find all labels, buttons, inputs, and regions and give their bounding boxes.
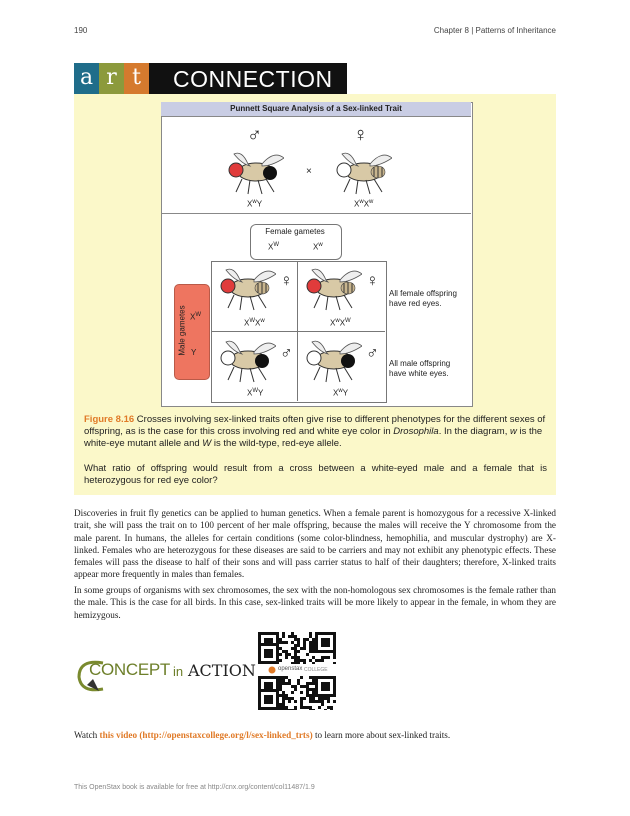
- figure-divider: [161, 213, 471, 214]
- openstax-label: openstax COLLEGE: [258, 665, 336, 675]
- red-eye: [307, 279, 321, 293]
- figure-label: Figure 8.16: [84, 414, 135, 425]
- female-symbol: ♀: [353, 124, 368, 146]
- offspring-fly-3: [214, 336, 276, 384]
- white-eye: [221, 351, 235, 365]
- grid-horizontal-line: [211, 331, 385, 332]
- qr-code-top: [258, 632, 336, 664]
- page-footer: This OpenStax book is available for free at http://cnx.org/content/col11487/1.9: [74, 784, 315, 791]
- note-female-offspring: All female offspring have red eyes.: [389, 289, 457, 308]
- qr-code-bottom: [258, 676, 336, 710]
- watch-line: Watch this video (http://openstaxcollege.org/l/sex-linked_trts) to learn more about sex-linked traits.: [74, 730, 451, 740]
- figure-title: Punnett Square Analysis of a Sex-linked Trait: [161, 102, 471, 117]
- art-connection-banner: [74, 63, 347, 94]
- offspring-fly-1: [214, 264, 276, 312]
- male-symbol: ♂: [247, 124, 262, 146]
- female-gamete-1: $X^W$: [268, 242, 280, 252]
- concept-word: CONCEPT: [89, 660, 171, 679]
- body-paragraph-2: In some groups of organisms with sex chromosomes, the sex with the non-homologous sex chromosomes is the female rather than the male. This is the case for all birds. In this case, sex-linked traits will be more likely to appear in the female, in whom they are hemizygous.: [74, 585, 556, 620]
- red-eye: [229, 163, 243, 177]
- qr-code[interactable]: [258, 632, 336, 710]
- banner-word: CONNECTION: [173, 66, 333, 92]
- video-link[interactable]: this video (http://openstaxcollege.org/l/sex-linked_trts): [99, 730, 313, 740]
- parent-female-genotype: $X^wX^w$: [354, 199, 374, 209]
- concept-in-word: in: [173, 664, 184, 679]
- offspring-3-male-symbol: ♂: [280, 343, 293, 362]
- concept-action-word: ACTION: [188, 661, 256, 680]
- male-gamete-1: $X^W$: [190, 312, 202, 322]
- male-gamete-2: Y: [191, 348, 197, 357]
- openstax-icon: [268, 666, 276, 674]
- offspring-1-female-symbol: ♀: [280, 271, 293, 290]
- red-eye: [221, 279, 235, 293]
- note-male-offspring: All male offspring have white eyes.: [389, 359, 451, 378]
- offspring-1-genotype: $X^WX^w$: [244, 318, 265, 328]
- parent-male-genotype: $X^wY$: [247, 199, 263, 209]
- cross-symbol: ×: [306, 166, 312, 177]
- female-gametes-title: Female gametes: [265, 227, 325, 236]
- art-connection-question: What ratio of offspring would result from a cross between a white-eyed male and a female that is heterozygous for red eye color?: [84, 463, 547, 486]
- concept-in-action-logo: [73, 655, 256, 695]
- offspring-fly-4: [300, 336, 362, 384]
- offspring-fly-2: [300, 264, 362, 312]
- offspring-2-female-symbol: ♀: [366, 271, 379, 290]
- male-gametes-title: Male gametes: [177, 305, 187, 356]
- banner-letter-t: t: [124, 63, 149, 94]
- offspring-4-male-symbol: ♂: [366, 343, 379, 362]
- offspring-3-genotype: $X^WY$: [247, 388, 264, 398]
- fly-icon: [337, 153, 392, 194]
- fly-icon: [229, 153, 284, 194]
- parent-female-fly: [330, 148, 392, 196]
- page-number: 190: [74, 26, 88, 35]
- fly-icon: [221, 341, 276, 382]
- parent-male-fly: [222, 148, 284, 196]
- body-paragraph-1: Discoveries in fruit fly genetics can be applied to human genetics. When a female parent is homozygous for a recessive X-linked trait, she will pass the trait on to 100 percent of her male offspring, because the males will receive the Y chromosome from the male parent. In humans, the alleles for certain conditions (some color-blindness, hemophilia, and muscular dystrophy) are X-linked. Females who are heterozygous for these diseases are said to be carriers and may not exhibit any phenotypic effects. These females will pass the disease to half of their sons and will pass carrier status to half of their daughters; therefore, X-linked traits appear more frequently in males than females.: [74, 508, 556, 580]
- offspring-2-genotype: $X^wX^W$: [330, 318, 351, 328]
- fly-icon: [221, 269, 276, 310]
- white-eye: [307, 351, 321, 365]
- banner-letter-a: a: [74, 63, 99, 94]
- chapter-title: Chapter 8 | Patterns of Inheritance: [433, 26, 556, 35]
- figure-caption: Figure 8.16 Crosses involving sex-linked traits often give rise to different phenotypes for the different sexes of offspring, as is the case for this cross involving red and white eye color in Drosophila. In the diagram, w is the white-eye mutant allele and W is the wild-type, red-eye allele.: [84, 414, 546, 449]
- fly-icon: [307, 269, 362, 310]
- female-gamete-2: $X^w$: [313, 242, 323, 252]
- fly-icon: [307, 341, 362, 382]
- white-eye: [337, 163, 351, 177]
- banner-letter-r: r: [99, 63, 124, 94]
- offspring-4-genotype: $X^wY$: [333, 388, 349, 398]
